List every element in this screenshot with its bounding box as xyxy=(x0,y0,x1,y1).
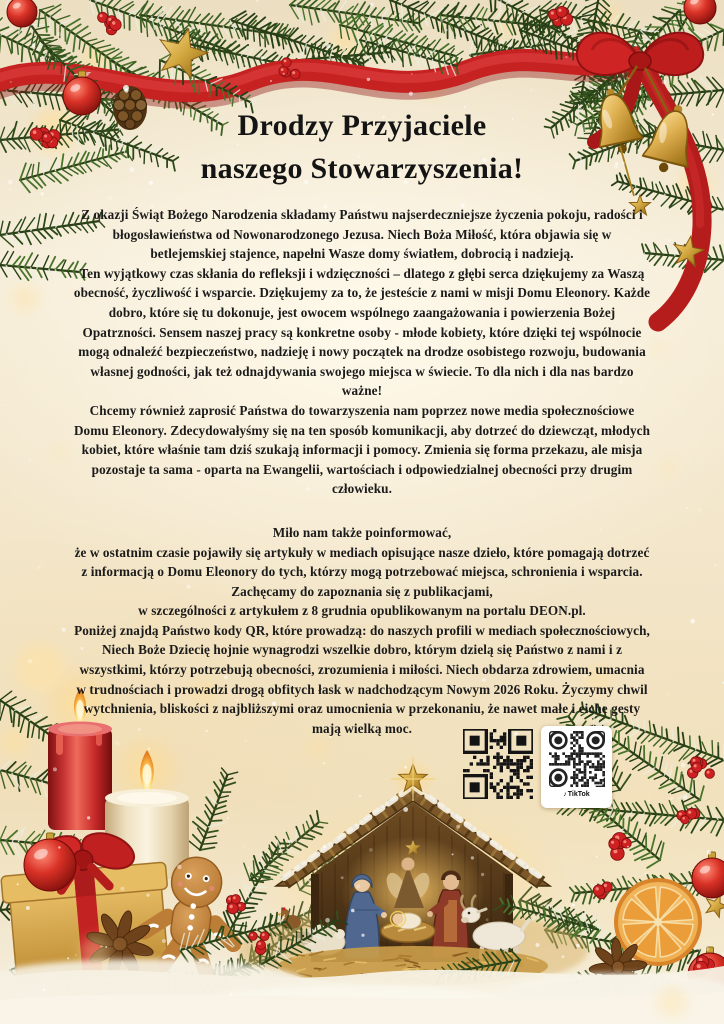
letter-paragraph-2: Ten wyjątkowy czas skłania do refleksji i wdzięczności – dlatego z głębi serca dziękujemy za Waszą obecność, życzliwość i wsparcie. Dziękujemy za to, że jesteście z nami w misji Domu Eleonory. Każde dobro, które się tu dokonuje, jest owocem wspólnego zaangażowania i powierzenia Bożej Opatrzności. Sensem naszej pracy są konkretne osoby - młode kobiety, które dzięki tej wspólnocie mogą odnaleźć bezpieczeństwo, nadzieję i nowy początek na drodze osobistego rozwoju, budowania własnej godności, jak też odnajdywania swojego miejsca w świecie. To dla nich i dla nas bardzo ważne! xyxy=(73,265,651,399)
qr-code-social-media xyxy=(463,729,533,799)
letter-paragraph-7: Poniżej znajdą Państwo kody QR, które prowadzą: do naszych profili w mediach społecznościowych, xyxy=(74,622,650,638)
letter-paragraph-6: w szczególności z artykułem z 8 grudnia opublikowanym na portalu DEON.pl. xyxy=(138,603,586,619)
nativity-scene xyxy=(238,757,588,995)
tiktok-label xyxy=(563,790,589,799)
letter-paragraph-1: Z okazji Świąt Bożego Narodzenia składamy Państwu najserdeczniejsze życzenia pokoju, radości i błogosławieństwa od Nowonarodzonego Jezusa. Niech Boża Miłość, która objawia się w betlejemskiej stajence, napełni Wasze domy światłem, dobrocią i nadzieją. xyxy=(81,207,643,262)
letter-paragraph-8: Niech Boże Dziecię hojnie wynagrodzi wszelkie dobro, którym dzielą się Państwo z nami i z wszystkimi, którzy potrzebują obecności, zrozumienia i miłości. Niech obdarza zdrowiem, umacnia w trudnościach i prowadzi drogą obfitych łask w nadchodzącym Nowym 2026 Roku. Życzymy chwil wytchnienia, bliskości z najbliższymi oraz umocnienia w przekonaniu, że nawet małe i ciche gesty mają wielką moc. xyxy=(76,642,648,736)
letter-content xyxy=(0,104,724,738)
letter-paragraph-4: Miło nam także poinformować, xyxy=(272,524,452,540)
qr-code-tiktok-card xyxy=(541,726,612,808)
music-note-icon: ♪ xyxy=(563,791,567,798)
tiktok-label-text: TikTok xyxy=(567,791,590,798)
title-line-1: Drodzy Przyjaciele xyxy=(237,109,487,142)
letter-title xyxy=(0,104,724,190)
letter-paragraph-5: że w ostatnim czasie pojawiły się artykuły w mediach opisujące nasze dzieło, które pomagają dotrzeć z informacją o Domu Eleonory do tych, którzy mogą potrzebować miejsca, schronienia i wsparcia. Zachęcamy do zapoznania się z publikacjami, xyxy=(74,544,650,599)
letter-paragraph-3: Chcemy również zaprosić Państwa do towarzyszenia nam poprzez nowe media społecznościowe Domu Eleonory. Zdecydowałyśmy się na ten sposób komunikacji, aby dotrzeć do dziewcząt, młodych kobiet, które właśnie tam dziś szukają informacji i pomocy. Zmienia się forma przekazu, ale misja pozostaje ta sama - oparta na Ewangelii, wartościach i odpowiedzialnej obecności przy drugim człowieku. xyxy=(73,402,651,497)
title-line-2: naszego Stowarzyszenia! xyxy=(200,152,524,185)
